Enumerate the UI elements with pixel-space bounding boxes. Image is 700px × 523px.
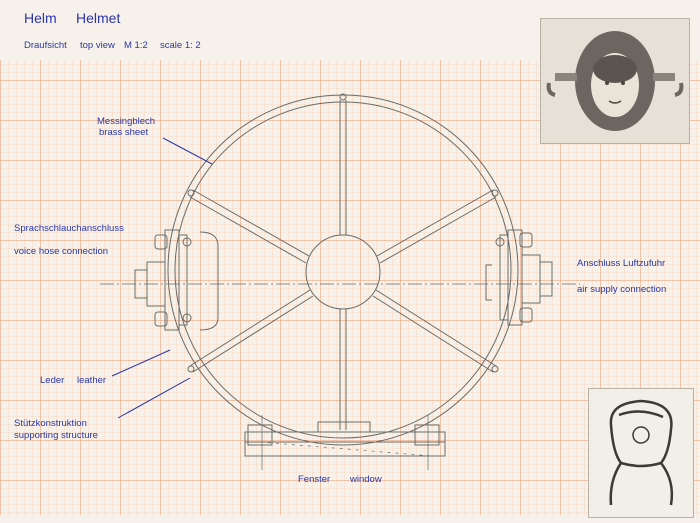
label-window-en: window <box>350 474 382 485</box>
label-brass-en: brass sheet <box>99 127 149 138</box>
view-en: top view <box>80 40 115 51</box>
label-leather-de: Leder <box>40 375 65 386</box>
label-voice-de: Sprachschlauchanschluss <box>14 223 124 234</box>
label-window-de: Fenster <box>298 474 331 485</box>
label-air-de: Anschluss Luftzufuhr <box>577 258 666 269</box>
title-en: Helmet <box>76 10 121 26</box>
helmet-frame-sketch-image <box>588 388 694 518</box>
label-voice-en: voice hose connection <box>14 246 109 257</box>
label-brass-de: Messingblech <box>97 116 156 127</box>
label-air-en: air supply connection <box>577 284 667 295</box>
label-support-de: Stützkonstruktion <box>14 418 87 429</box>
scale-de: M 1:2 <box>124 40 148 51</box>
title-de: Helm <box>24 10 57 26</box>
label-leather-en: leather <box>77 375 107 386</box>
view-de: Draufsicht <box>24 40 67 51</box>
helmet-engraving-image <box>540 18 690 144</box>
label-support-en: supporting structure <box>14 430 98 441</box>
scale-en: scale 1: 2 <box>160 40 201 51</box>
